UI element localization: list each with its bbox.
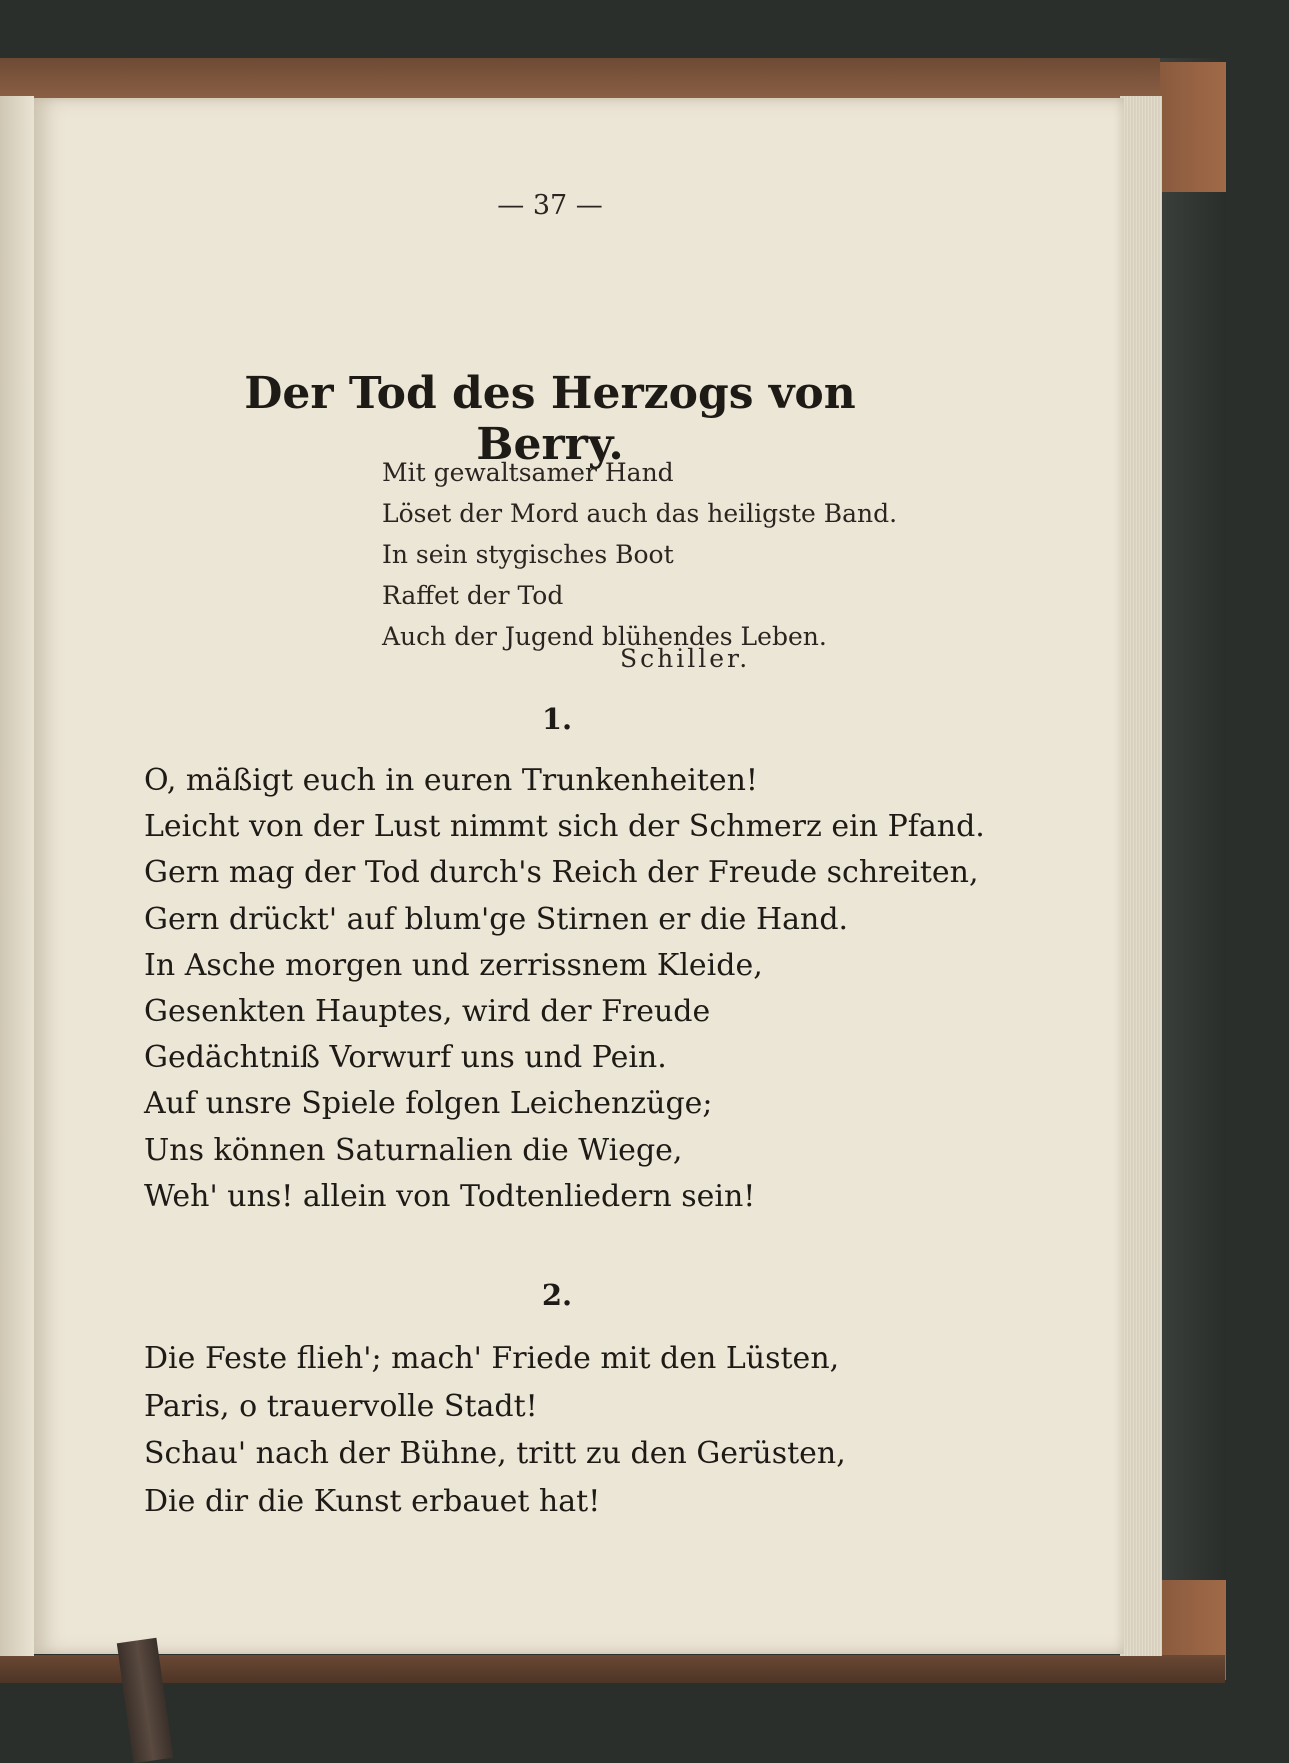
verse-line: Uns können Saturnalien die Wiege,: [144, 1132, 683, 1168]
book-cover-right: [1160, 58, 1226, 1683]
epigraph-line: In sein stygisches Boot: [382, 540, 674, 569]
verse-line: Gern mag der Tod durch's Reich der Freude schreiten,: [144, 855, 979, 891]
verse-line: Weh' uns! allein von Todtenliedern sein!: [144, 1178, 756, 1214]
epigraph-line: Auch der Jugend blühendes Leben.: [382, 622, 827, 651]
book-corner-top: [1160, 62, 1226, 192]
stanza-1: [144, 758, 1004, 1220]
verse-line: O, mäßigt euch in euren Trunkenheiten!: [144, 763, 758, 798]
verse-line: Leicht von der Lust nimmt sich der Schmerz ein Pfand.: [144, 809, 985, 845]
verse-line: Die Feste flieh'; mach' Friede mit den Lüsten,: [144, 1341, 840, 1376]
epigraph: [382, 452, 982, 657]
section-number-2: 2.: [541, 1278, 573, 1312]
epigraph-line: Raffet der Tod: [382, 581, 564, 610]
left-page-edge: [0, 96, 34, 1656]
section-number-1: 1.: [541, 702, 573, 736]
verse-line: Gedächtniß Vorwurf uns und Pein.: [144, 1040, 667, 1076]
verse-line: Auf unsre Spiele folgen Leichenzüge;: [144, 1086, 713, 1122]
verse-line: In Asche morgen und zerrissnem Kleide,: [144, 947, 763, 983]
page-number: — 37 —: [497, 190, 603, 221]
book-cover-top: [0, 58, 1225, 98]
epigraph-line: Mit gewaltsamer Hand: [382, 458, 674, 487]
verse-line: Schau' nach der Bühne, tritt zu den Gerüsten,: [144, 1436, 846, 1472]
page-edges: [1120, 96, 1162, 1656]
poem-title: Der Tod des Herzogs von Berry.: [244, 368, 856, 470]
verse-line: Paris, o trauervolle Stadt!: [144, 1388, 538, 1424]
verse-line: Gesenkten Hauptes, wird der Freude: [144, 994, 711, 1030]
epigraph-author: Schiller.: [620, 644, 751, 673]
verse-line: Die dir die Kunst erbauet hat!: [144, 1484, 601, 1520]
verse-line: Gern drückt' auf blum'ge Stirnen er die Hand.: [144, 901, 849, 937]
book-cover-bottom: [0, 1655, 1225, 1683]
epigraph-line: Löset der Mord auch das heiligste Band.: [382, 499, 898, 528]
stanza-2: [144, 1335, 1004, 1526]
